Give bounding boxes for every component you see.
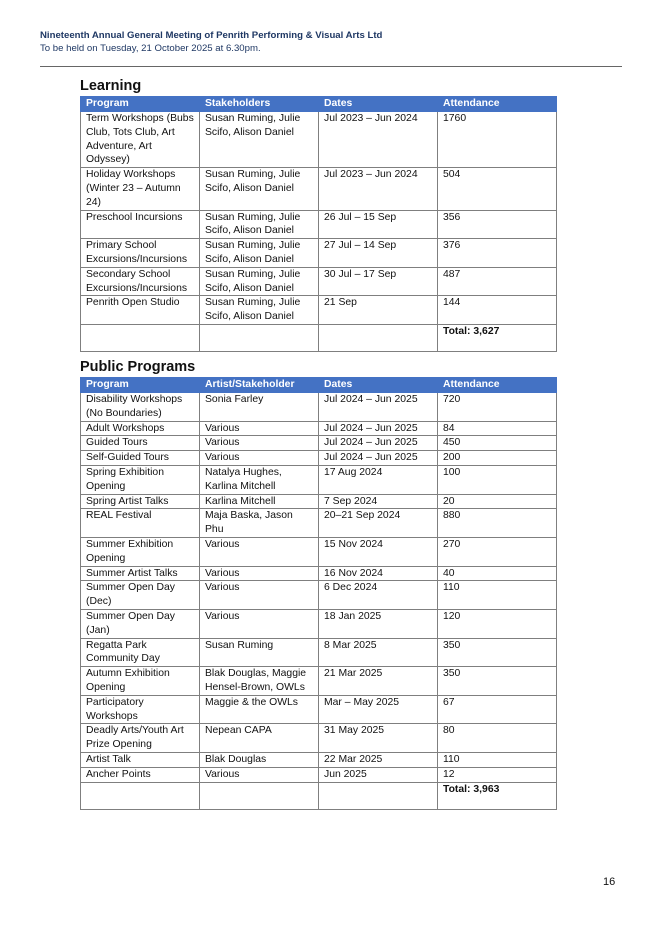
table-row: [81, 724, 557, 753]
table-row: [81, 609, 557, 638]
table-cell: Susan Ruming, Julie Scifo, Alison Daniel: [200, 239, 319, 268]
table-cell: Regatta Park Community Day: [81, 638, 200, 667]
table-cell: 110: [438, 752, 557, 767]
table-cell: 67: [438, 695, 557, 724]
document-header: [40, 29, 616, 56]
table-cell: Blak Douglas: [200, 752, 319, 767]
table-row: [81, 581, 557, 610]
table-cell: [81, 324, 200, 351]
table-cell: Sonia Farley: [200, 393, 319, 422]
table-row: [81, 667, 557, 696]
table-cell: 22 Mar 2025: [319, 752, 438, 767]
table-cell: Participatory Workshops: [81, 695, 200, 724]
table-cell: [200, 324, 319, 351]
table-cell: 40: [438, 566, 557, 581]
learning-heading: Learning: [80, 78, 142, 94]
table-cell: Spring Artist Talks: [81, 494, 200, 509]
column-header: Dates: [319, 378, 438, 393]
table-cell: 120: [438, 609, 557, 638]
table-cell: Various: [200, 581, 319, 610]
table-cell: 487: [438, 267, 557, 296]
table-row: [81, 638, 557, 667]
table-cell: Various: [200, 609, 319, 638]
total-attendance: Total: 3,627: [438, 324, 557, 351]
table-cell: 110: [438, 581, 557, 610]
table-cell: [319, 782, 438, 809]
table-cell: 880: [438, 509, 557, 538]
table-cell: Holiday Workshops (Winter 23 – Autumn 24): [81, 168, 200, 210]
table-cell: 200: [438, 451, 557, 466]
table-row: [81, 168, 557, 210]
table-cell: 30 Jul – 17 Sep: [319, 267, 438, 296]
table-row: [81, 112, 557, 168]
table-cell: 12: [438, 767, 557, 782]
table-row: [81, 509, 557, 538]
total-attendance: Total: 3,963: [438, 782, 557, 809]
table-cell: Self-Guided Tours: [81, 451, 200, 466]
table-cell: 84: [438, 421, 557, 436]
table-cell: 1760: [438, 112, 557, 168]
table-row: [81, 494, 557, 509]
table-cell: Primary School Excursions/Incursions: [81, 239, 200, 268]
table-cell: 16 Nov 2024: [319, 566, 438, 581]
table-cell: 17 Aug 2024: [319, 465, 438, 494]
table-cell: Penrith Open Studio: [81, 296, 200, 325]
table-cell: Various: [200, 436, 319, 451]
table-cell: Jul 2023 – Jun 2024: [319, 112, 438, 168]
table-cell: 6 Dec 2024: [319, 581, 438, 610]
table-cell: Various: [200, 421, 319, 436]
table-cell: Summer Open Day (Jan): [81, 609, 200, 638]
table-cell: Secondary School Excursions/Incursions: [81, 267, 200, 296]
table-cell: 7 Sep 2024: [319, 494, 438, 509]
table-row: [81, 752, 557, 767]
table-cell: Guided Tours: [81, 436, 200, 451]
table-cell: Jul 2024 – Jun 2025: [319, 436, 438, 451]
table-header-row: [81, 97, 557, 112]
table-cell: 15 Nov 2024: [319, 537, 438, 566]
table-cell: 21 Sep: [319, 296, 438, 325]
table-row: [81, 537, 557, 566]
table-cell: 80: [438, 724, 557, 753]
table-row: [81, 436, 557, 451]
table-cell: 100: [438, 465, 557, 494]
table-cell: 350: [438, 667, 557, 696]
column-header: Stakeholders: [200, 97, 319, 112]
table-cell: Various: [200, 566, 319, 581]
column-header: Attendance: [438, 97, 557, 112]
table-cell: REAL Festival: [81, 509, 200, 538]
table-cell: 144: [438, 296, 557, 325]
table-cell: [319, 324, 438, 351]
table-cell: Various: [200, 537, 319, 566]
table-row: [81, 421, 557, 436]
table-cell: 270: [438, 537, 557, 566]
table-cell: Adult Workshops: [81, 421, 200, 436]
table-row: [81, 695, 557, 724]
column-header: Attendance: [438, 378, 557, 393]
table-cell: Various: [200, 451, 319, 466]
table-row: [81, 465, 557, 494]
table-cell: Term Workshops (Bubs Club, Tots Club, Art Adventure, Art Odyssey): [81, 112, 200, 168]
table-row: [81, 566, 557, 581]
table-cell: Nepean CAPA: [200, 724, 319, 753]
table-cell: Jul 2024 – Jun 2025: [319, 451, 438, 466]
table-cell: Mar – May 2025: [319, 695, 438, 724]
table-cell: Maggie & the OWLs: [200, 695, 319, 724]
table-cell: Preschool Incursions: [81, 210, 200, 239]
header-divider: [40, 66, 622, 67]
meeting-subtitle: To be held on Tuesday, 21 October 2025 at 6.30pm.: [40, 43, 261, 54]
table-cell: Karlina Mitchell: [200, 494, 319, 509]
column-header: Program: [81, 378, 200, 393]
table-cell: Autumn Exhibition Opening: [81, 667, 200, 696]
table-row: [81, 210, 557, 239]
table-cell: Summer Open Day (Dec): [81, 581, 200, 610]
table-cell: Susan Ruming, Julie Scifo, Alison Daniel: [200, 267, 319, 296]
meeting-title: Nineteenth Annual General Meeting of Penrith Performing & Visual Arts Ltd: [40, 30, 383, 41]
public-programs-table: [80, 377, 557, 810]
table-cell: 356: [438, 210, 557, 239]
table-cell: Susan Ruming, Julie Scifo, Alison Daniel: [200, 168, 319, 210]
table-cell: 450: [438, 436, 557, 451]
table-cell: [81, 782, 200, 809]
table-cell: Blak Douglas, Maggie Hensel-Brown, OWLs: [200, 667, 319, 696]
table-cell: Jun 2025: [319, 767, 438, 782]
table-cell: Summer Artist Talks: [81, 566, 200, 581]
table-row: [81, 393, 557, 422]
table-cell: 20–21 Sep 2024: [319, 509, 438, 538]
table-cell: Jul 2023 – Jun 2024: [319, 168, 438, 210]
table-cell: Spring Exhibition Opening: [81, 465, 200, 494]
column-header: Dates: [319, 97, 438, 112]
table-cell: Susan Ruming, Julie Scifo, Alison Daniel: [200, 296, 319, 325]
page-number: 16: [603, 876, 616, 888]
table-row: [81, 451, 557, 466]
table-cell: Natalya Hughes, Karlina Mitchell: [200, 465, 319, 494]
table-cell: Various: [200, 767, 319, 782]
table-cell: 27 Jul – 14 Sep: [319, 239, 438, 268]
table-row: [81, 296, 557, 325]
table-cell: Susan Ruming, Julie Scifo, Alison Daniel: [200, 210, 319, 239]
table-cell: Maja Baska, Jason Phu: [200, 509, 319, 538]
table-cell: 504: [438, 168, 557, 210]
table-cell: Summer Exhibition Opening: [81, 537, 200, 566]
table-cell: Susan Ruming: [200, 638, 319, 667]
total-row: [81, 324, 557, 351]
table-cell: 350: [438, 638, 557, 667]
table-cell: Artist Talk: [81, 752, 200, 767]
table-cell: 20: [438, 494, 557, 509]
table-cell: 8 Mar 2025: [319, 638, 438, 667]
table-cell: 720: [438, 393, 557, 422]
table-cell: Disability Workshops (No Boundaries): [81, 393, 200, 422]
column-header: Program: [81, 97, 200, 112]
table-cell: Deadly Arts/Youth Art Prize Opening: [81, 724, 200, 753]
table-cell: 21 Mar 2025: [319, 667, 438, 696]
table-row: [81, 267, 557, 296]
table-cell: 31 May 2025: [319, 724, 438, 753]
table-cell: Susan Ruming, Julie Scifo, Alison Daniel: [200, 112, 319, 168]
table-row: [81, 239, 557, 268]
table-row: [81, 767, 557, 782]
table-cell: 18 Jan 2025: [319, 609, 438, 638]
table-cell: Jul 2024 – Jun 2025: [319, 393, 438, 422]
table-cell: 376: [438, 239, 557, 268]
public-programs-heading: Public Programs: [80, 359, 196, 375]
learning-table: [80, 96, 557, 352]
table-cell: Ancher Points: [81, 767, 200, 782]
table-cell: Jul 2024 – Jun 2025: [319, 421, 438, 436]
table-cell: [200, 782, 319, 809]
table-header-row: [81, 378, 557, 393]
table-cell: 26 Jul – 15 Sep: [319, 210, 438, 239]
column-header: Artist/Stakeholder: [200, 378, 319, 393]
total-row: [81, 782, 557, 809]
